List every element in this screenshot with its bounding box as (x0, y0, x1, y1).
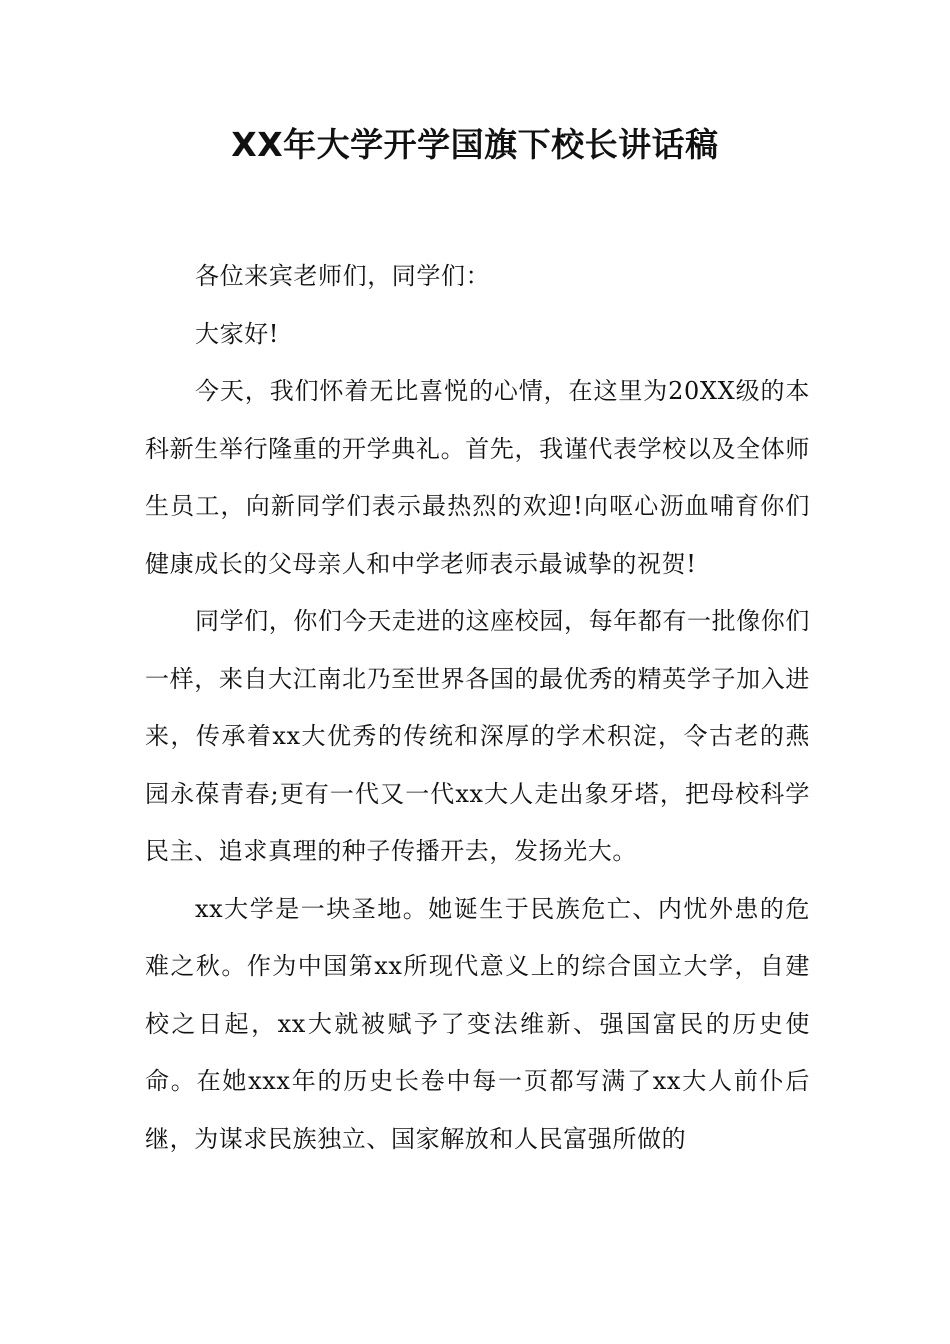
document-title: XX年大学开学国旗下校长讲话稿 (231, 125, 719, 164)
document-body (145, 248, 810, 1168)
paragraph-hello: 大家好! (195, 319, 280, 348)
paragraph-history: xx大学是一块圣地。她诞生于民族危亡、内忧外患的危难之秋。作为中国第xx所现代意义上的综合国立大学，自建校之日起，xx大就被赋予了变法维新、强国富民的历史使命。在她xxx年的历史长卷中每一页都写满了xx大人前仆后继，为谋求民族独立、国家解放和人民富强所做的 (145, 894, 810, 1153)
paragraph-campus: 同学们，你们今天走进的这座校园，每年都有一批像你们一样，来自大江南北乃至世界各国的最优秀的精英学子加入进来，传承着xx大优秀的传统和深厚的学术积淀，令古老的燕园永葆青春;更有一代又一代xx大人走出象牙塔，把母校科学民主、追求真理的种子传播开去，发扬光大。 (145, 607, 810, 865)
paragraph-welcome: 今天，我们怀着无比喜悦的心情，在这里为20XX级的本科新生举行隆重的开学典礼。首先，我谨代表学校以及全体师生员工，向新同学们表示最热烈的欢迎!向呕心沥血哺育你们健康成长的父母亲人和中学老师表示最诚挚的祝贺! (145, 377, 810, 578)
paragraph-greeting: 各位来宾老师们，同学们： (195, 262, 491, 290)
